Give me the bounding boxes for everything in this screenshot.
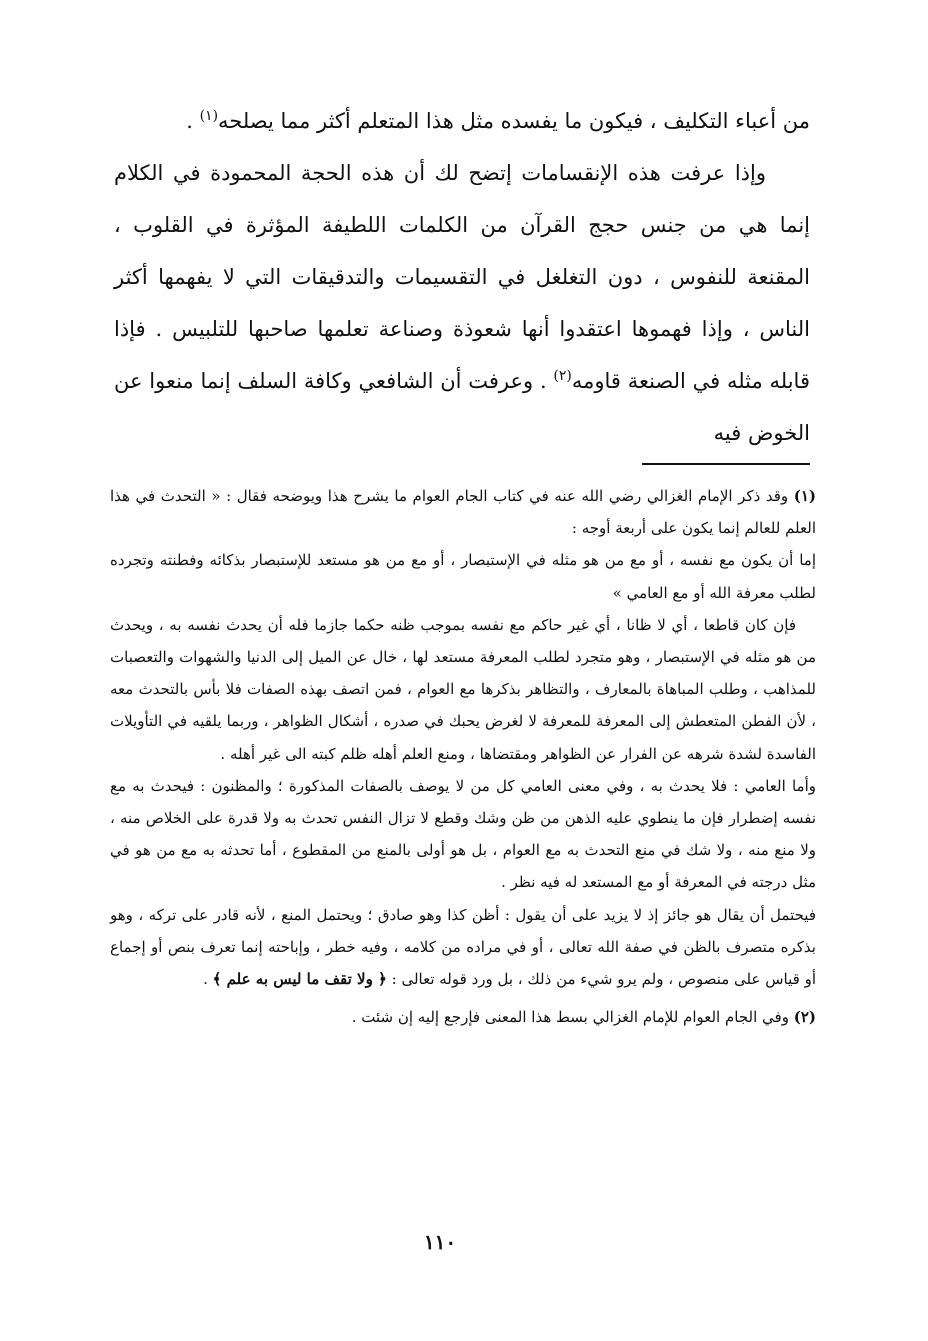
footnote-ref-1: (١) bbox=[199, 108, 219, 124]
footnote-1-para-4 bbox=[110, 770, 816, 899]
footnote-1-line-4: وأما العامي : فلا يحدث به ، وفي معنى العامي كل من لا يوصف بالصفات المذكورة ؛ والمظنون : فيحدث به مع نفسه إضطرار فإن ما ينطوي عليه الذهن من ظن وشك وقطع لا تزال النفس تحدث به ولا قدرة على الخلاص منه ، ولا منع منه ، ولا شك في منع التحدث به مع العوام ، بل هو أولى بالمنع من المقطوع ، أما تحدثه به مع من هو في مثل درجته في المعرفة أو مع المستعد له فيه نظر . bbox=[110, 776, 816, 892]
footnote-1-number: (١) bbox=[793, 487, 816, 505]
footnote-1-para-2 bbox=[110, 544, 816, 608]
footnote-1-intro bbox=[110, 480, 816, 544]
main-paragraph-1 bbox=[114, 95, 810, 147]
footnote-separator-line bbox=[642, 463, 810, 465]
main-paragraph-1-text: من أعباء التكليف ، فيكون ما يفسده مثل هذا المتعلم أكثر مما يصلحه bbox=[218, 109, 810, 133]
footnote-1-end: . bbox=[203, 970, 213, 989]
footnotes-section bbox=[110, 480, 816, 1033]
page-number: ١١٠ bbox=[423, 1230, 457, 1254]
main-paragraph-2-tail: . وعرفت أن الشافعي وكافة السلف إنما منعوا عن الخوض فيه bbox=[114, 369, 810, 445]
quran-verse: ﴿ ولا تقف ما ليس به علم ﴾ bbox=[212, 970, 387, 989]
footnote-2-text: وفي الجام العوام للإمام الغزالي بسط هذا المعنى فإرجع إليه إن شئت . bbox=[351, 1008, 789, 1027]
footnote-2 bbox=[110, 1001, 816, 1033]
main-body-text bbox=[114, 95, 810, 459]
footnote-1-para-3 bbox=[110, 609, 816, 770]
footnote-1-line-3: فإن كان قاطعا ، أي لا ظانا ، أي غير حاكم مع نفسه بموجب ظنه حكما جازما فله أن يحدث نفسه به ، ويحدث من هو مثله في الإستبصار ، وهو متجرد لطلب المعرفة مستعد لها ، خال عن الميل إلى الدنيا والشهوات والتعصبات للمذاهب ، وطلب المباهاة بالمعارف ، والتظاهر بذكرها مع العوام ، فمن اتصف بهذه الصفات فلا بأس بالتحدث معه ، لأن الفطن المتعطش إلى المعرفة للمعرفة لا لغرض يحبك في صدره ، أشكال الظواهر ، وربما يلقيه في التأويلات الفاسدة لشدة شرهه عن الفرار عن الظواهر ومقتضاها ، ومنع العلم أهله ظلم كبته الى غير أهله . bbox=[110, 615, 816, 763]
footnote-1-line-2: إما أن يكون مع نفسه ، أو مع من هو مثله في الإستبصار ، أو مع من هو مستعد للإستبصار بذكائه وفطنته وتجرده لطلب معرفة الله أو مع العامي » bbox=[110, 551, 816, 602]
footnote-1-line-1: وقد ذكر الإمام الغزالي رضي الله عنه في كتاب الجام العوام ما يشرح هذا ويوضحه فقال : « التحدث في هذا العلم للعالم إنما يكون على أربعة أوجه : bbox=[110, 487, 816, 538]
footnote-ref-2: (٢) bbox=[553, 368, 572, 384]
footnote-2-number: (٢) bbox=[793, 1008, 816, 1027]
footnote-1-line-5: فيحتمل أن يقال هو جائز إذ لا يزيد على أن يقول : أظن كذا وهو صادق ؛ ويحتمل المنع ، لأنه قادر على تركه ، وهو بذكره متصرف بالظن في صفة الله تعالى ، أو في مراده من كلامه ، وفيه خطر ، وإباحته إنما تعرف بنص أو إجماع أو قياس على منصوص ، ولم يرو شيء من ذلك ، بل ورد قوله تعالى : bbox=[110, 905, 816, 989]
main-paragraph-2 bbox=[114, 147, 810, 459]
main-paragraph-1-tail: . bbox=[186, 109, 200, 133]
footnote-1-para-5 bbox=[110, 899, 816, 996]
main-paragraph-2-text: وإذا عرفت هذه الإنقسامات إتضح لك أن هذه الحجة المحمودة في الكلام إنما هي من جنس حجج القرآن من الكلمات اللطيفة المؤثرة في القلوب ، المقنعة للنفوس ، دون التغلغل في التقسيمات والتدقيقات التي لا يفهمها أكثر الناس ، وإذا فهموها اعتقدوا أنها شعوذة وصناعة تعلمها صاحبها للتلبيس . فإذا قابله مثله في الصنعة قاومه bbox=[114, 161, 810, 393]
